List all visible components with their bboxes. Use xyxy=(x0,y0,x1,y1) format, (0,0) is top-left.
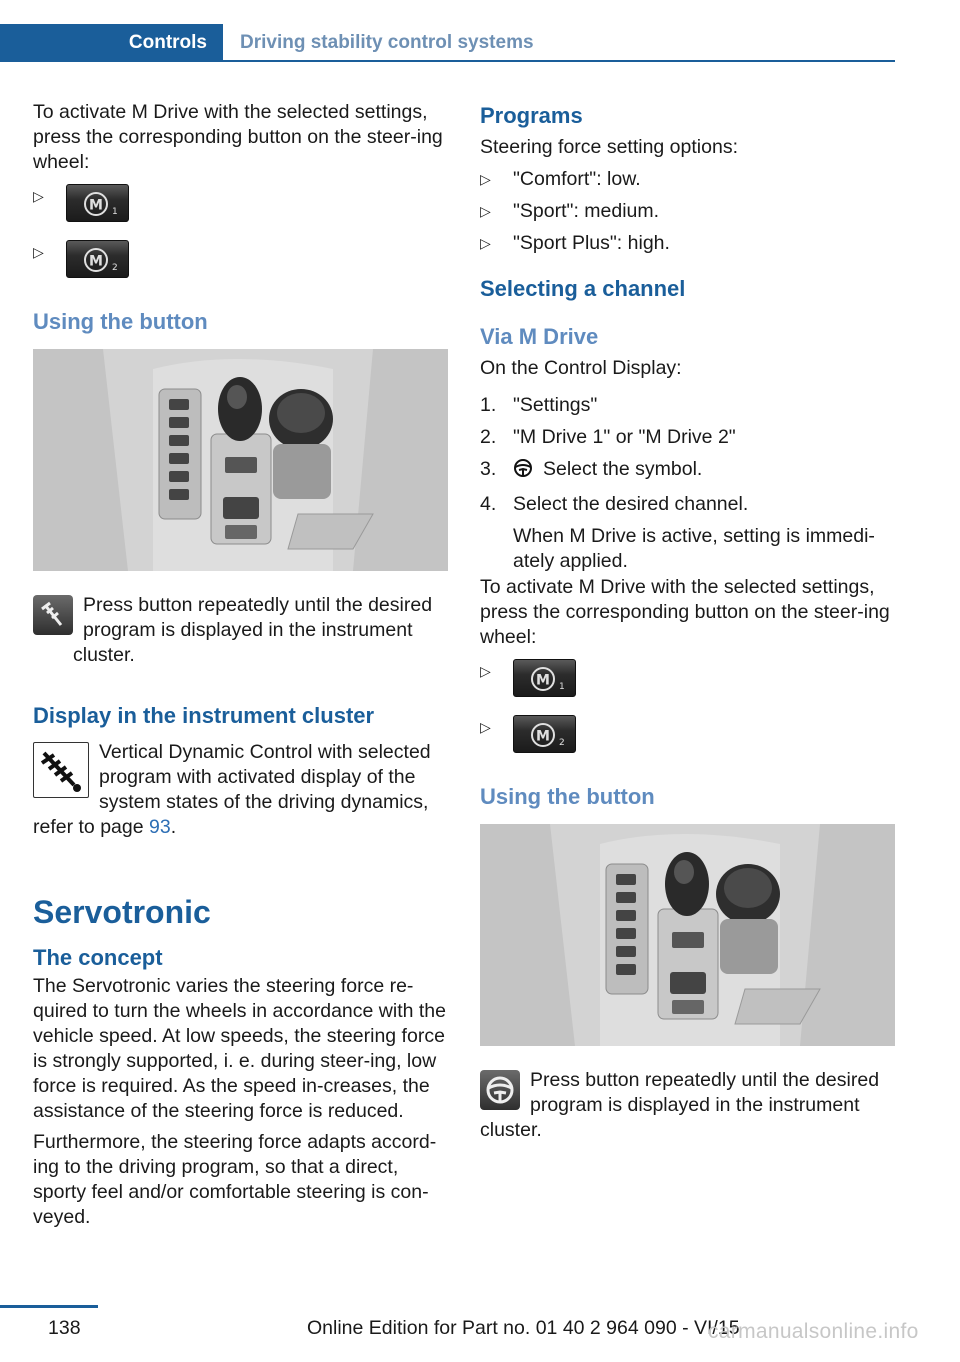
page-header xyxy=(0,24,895,62)
list-item xyxy=(480,167,898,199)
m2-button-icon xyxy=(66,240,129,278)
servotronic-heading: Servotronic xyxy=(33,894,211,930)
display-cluster-heading: Display in the instrument cluster xyxy=(33,703,375,728)
via-m-drive-heading: Via M Drive xyxy=(480,324,599,349)
via-intro: On the Control Display: xyxy=(480,357,682,379)
step-text: Select the symbol. xyxy=(543,458,703,480)
list-item xyxy=(480,715,898,771)
list-item xyxy=(33,240,448,296)
triangle-bullet-icon: ▷ xyxy=(33,244,44,260)
right-column xyxy=(480,100,898,1143)
press-button-text: Press button repeatedly until the desired program is displayed in the instrument cluster. xyxy=(73,594,433,666)
step-number: 2. xyxy=(480,426,497,448)
m1-button-icon xyxy=(513,659,576,697)
svg-text:1: 1 xyxy=(112,207,118,217)
display-cluster-text xyxy=(33,740,448,840)
center-console-photo-right xyxy=(480,824,895,1046)
vertical-dynamic-button-icon xyxy=(33,595,73,635)
triangle-bullet-icon: ▷ xyxy=(480,235,491,251)
edition-text: Online Edition for Part no. 01 40 2 964 090 - VI/15 xyxy=(307,1317,740,1339)
list-item xyxy=(480,231,898,263)
press-button-text-right: Press button repeatedly until the desired program is displayed in the instrument cluster. xyxy=(480,1069,880,1141)
concept-heading: The concept xyxy=(33,945,163,970)
steering-wheel-button-icon xyxy=(480,1070,520,1110)
m2-button-icon xyxy=(513,715,576,753)
step-number: 1. xyxy=(480,394,497,416)
svg-text:2: 2 xyxy=(559,738,565,748)
page-number: 138 xyxy=(48,1317,81,1339)
center-console-photo xyxy=(33,349,448,571)
left-column xyxy=(33,100,448,1230)
display-cluster-block xyxy=(33,740,448,840)
triangle-bullet-icon: ▷ xyxy=(480,203,491,219)
list-item xyxy=(480,659,898,715)
list-item xyxy=(480,457,898,485)
svg-text:M: M xyxy=(89,197,103,214)
svg-text:M: M xyxy=(89,253,103,270)
program-comfort: "Comfort": low. xyxy=(513,168,641,190)
svg-text:2: 2 xyxy=(112,263,118,273)
section-title[interactable]: Driving stability control systems xyxy=(240,32,534,53)
display-text: Vertical Dynamic Control with selected program with activated display of the system states of the driving dynamics, refer to page xyxy=(33,741,431,838)
concept-paragraph-1: The Servotronic varies the steering force re-quired to turn the wheels in accordance with the vehicle speed. At low speeds, the steering force is strongly supported, i. e. during steer-ing, low force is required. As the speed in-creases, the assistance of the steering force is reduced. xyxy=(33,975,446,1122)
m1-button-icon xyxy=(66,184,129,222)
step-text: "M Drive 1" or "M Drive 2" xyxy=(513,426,736,448)
list-item xyxy=(33,184,448,240)
triangle-bullet-icon: ▷ xyxy=(33,188,44,204)
m-button-list-right xyxy=(480,659,898,771)
step-4-note: When M Drive is active, setting is immedi-ately applied. xyxy=(513,525,875,572)
selecting-channel-heading: Selecting a channel xyxy=(480,276,686,301)
triangle-bullet-icon: ▷ xyxy=(480,663,491,679)
step-text: Select the desired channel. xyxy=(513,493,749,515)
program-sport: "Sport": medium. xyxy=(513,200,660,222)
chapter-tab[interactable]: Controls xyxy=(0,24,223,62)
page-93-link[interactable]: 93 xyxy=(149,816,171,838)
step-number: 3. xyxy=(480,458,497,480)
using-button-heading: Using the button xyxy=(33,309,208,334)
svg-text:M: M xyxy=(536,728,550,745)
svg-text:M: M xyxy=(536,672,550,689)
list-item xyxy=(480,425,898,450)
steering-wheel-icon xyxy=(513,458,533,485)
press-button-block xyxy=(33,593,448,668)
step-number: 4. xyxy=(480,493,497,515)
step-text: "Settings" xyxy=(513,394,598,416)
triangle-bullet-icon: ▷ xyxy=(480,171,491,187)
shock-absorber-icon xyxy=(33,742,89,798)
svg-text:1: 1 xyxy=(559,682,565,692)
programs-intro: Steering force setting options: xyxy=(480,136,738,158)
header-rule xyxy=(223,60,895,62)
using-button-heading-right: Using the button xyxy=(480,784,655,809)
program-sport-plus: "Sport Plus": high. xyxy=(513,232,670,254)
list-item xyxy=(480,393,898,418)
programs-list xyxy=(480,167,898,263)
m-drive-intro-right: To activate M Drive with the selected settings, press the corresponding button on the steer-ing wheel: xyxy=(480,576,890,648)
footer-rule xyxy=(0,1305,98,1308)
triangle-bullet-icon: ▷ xyxy=(480,719,491,735)
display-end: . xyxy=(170,816,177,838)
list-item xyxy=(480,199,898,231)
press-button-block-right xyxy=(480,1068,898,1143)
m-button-list xyxy=(33,184,448,296)
steps-list xyxy=(480,393,898,574)
m-drive-intro: To activate M Drive with the selected settings, press the corresponding button on the steer-ing wheel: xyxy=(33,101,443,173)
programs-heading: Programs xyxy=(480,103,583,128)
list-item xyxy=(480,492,898,574)
watermark: carmanualsonline.info xyxy=(708,1320,919,1343)
concept-paragraph-2: Furthermore, the steering force adapts accord-ing to the driving program, so that a direct, sporty feel and/or comfortable steering is con-veyed. xyxy=(33,1131,437,1228)
